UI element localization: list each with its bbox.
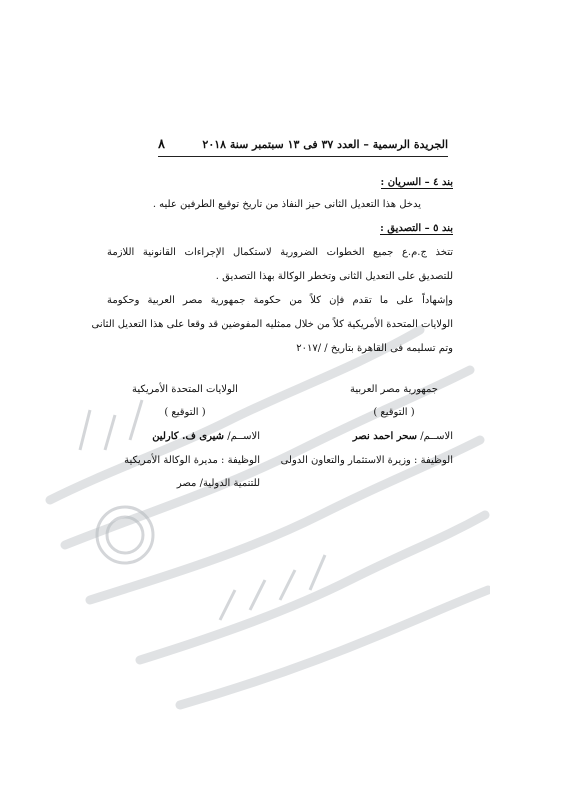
clause5-line1: تتخذ ج.م.ع جميع الخطوات الضرورية لاستكمال الإجراءات القانونية اللازمة: [107, 247, 453, 258]
egypt-title: الوظيفة : وزيرة الاستثمار والتعاون الدولى: [280, 455, 453, 466]
clause5-line2: للتصديق على التعديل الثانى وتخطر الوكالة بهذا التصديق .: [215, 271, 453, 282]
usa-name-label: الاســم/: [227, 431, 260, 442]
clause4-heading-text: بند ٤ – السريان :: [380, 177, 453, 188]
witness-line3: وتم تسليمه فى القاهرة بتاريخ / /٢٠١٧: [296, 343, 453, 354]
egypt-country: جمهورية مصر العربية: [350, 384, 438, 395]
page-number: ٨: [158, 137, 165, 152]
header-rule: [158, 156, 448, 157]
egypt-signature: ( التوقيع ): [373, 407, 415, 418]
egypt-name: سحر احمد نصر: [352, 431, 418, 442]
usa-signature: ( التوقيع ): [164, 407, 206, 418]
clause4-text: يدخل هذا التعديل الثانى حيز النفاذ من تاريخ توقيع الطرفين عليه .: [152, 199, 421, 210]
witness-line1: وإشهاداً على ما تقدم فإن كلاً من حكومة جمهورية مصر العربية وحكومة: [107, 295, 453, 306]
usa-country: الولايات المتحدة الأمريكية: [132, 384, 238, 395]
egypt-name-line: [353, 430, 453, 444]
gazette-title: الجريدة الرسمية – العدد ٣٧ فى ١٣ سبتمبر سنة ٢٠١٨: [202, 138, 448, 151]
clause4-heading: [381, 176, 453, 190]
egypt-name-label: الاســم/: [420, 431, 453, 442]
witness-line2: الولايات المتحدة الأمريكية كلاً من خلال ممثليه المفوضين قد وقعا على هذا التعديل الثانى: [91, 319, 453, 330]
clause5-heading: [380, 222, 453, 236]
usa-title-line1: الوظيفة : مديرة الوكالة الأمريكية: [124, 455, 260, 466]
clause5-heading-text: بند ٥ – التصديق :: [380, 223, 453, 234]
watermark-graphic: [20, 300, 490, 720]
usa-name: شيرى ف. كارلين: [152, 431, 225, 442]
page-header: [158, 137, 448, 157]
usa-name-line: [152, 430, 260, 444]
usa-title-line2: للتنمية الدولية/ مصر: [176, 478, 260, 489]
